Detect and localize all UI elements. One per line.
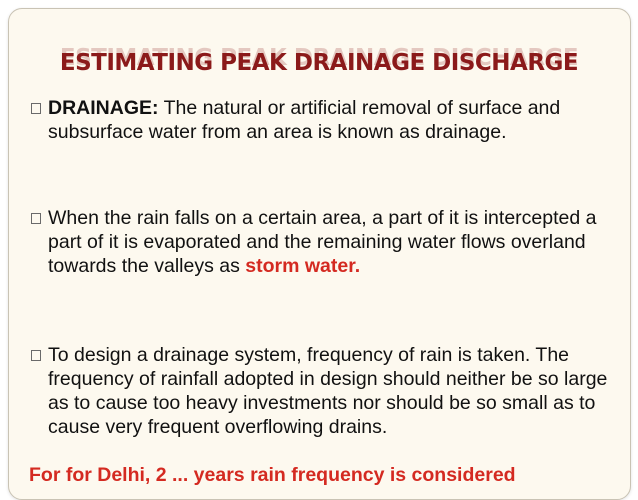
definition-text: The natural or artificial removal of surface and subsurface water from an area is known as drainage. [48,97,561,143]
bullet-text [48,96,611,144]
cut-off-text: For for Delhi, 2 ... years rain frequency is considered [29,464,516,486]
rainfall-text: When the rain falls on a certain area, a part of it is intercepted a part of it is evaporated and the remaining water flows overland towards the valleys as [48,207,597,277]
bullet-design-frequency [31,343,611,439]
term-storm-water: storm water. [245,255,361,277]
bullet-square-icon [31,103,41,114]
bullet-square-icon [31,350,41,361]
bullet-square-icon [31,213,41,224]
bullet-drainage-definition [31,96,611,144]
bullet-rainfall [31,206,611,278]
term-drainage: DRAINAGE: [48,97,159,119]
bullet-text: To design a drainage system, frequency of rain is taken. The frequency of rainfall adopted in design should neither be so large as to cause too heavy investments nor should be so small as to cause very frequent overflowing drains. [48,344,608,438]
bullet-text [48,206,611,278]
slide-title: ESTIMATING PEAK DRAINAGE DISCHARGE [59,50,579,76]
